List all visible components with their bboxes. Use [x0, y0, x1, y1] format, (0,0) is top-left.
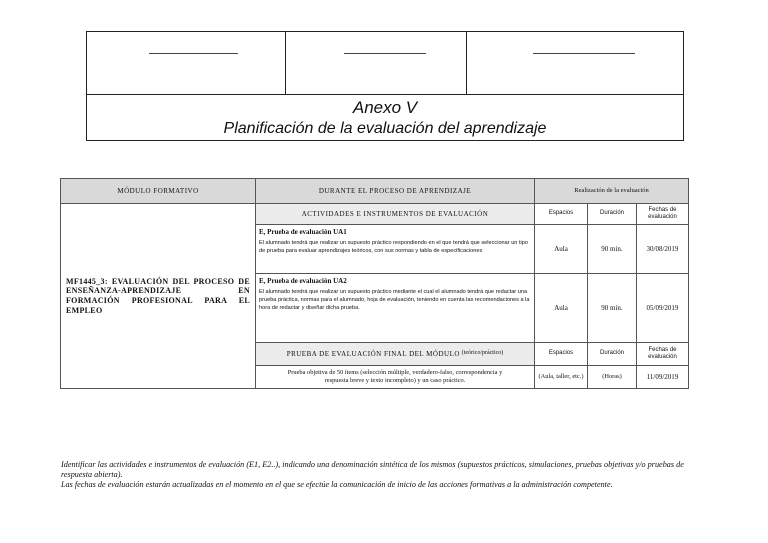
dates-header: Fechas de evaluación	[636, 203, 689, 225]
final-exam-space: (Aula, taller, etc.)	[534, 365, 588, 389]
logo-cell-1	[87, 32, 286, 94]
final-exam-description: Prueba objetiva de 50 ítems (selección múltiple, verdadero-falso, correspondencia y respuesta breve y texto incompleto) y un caso práctico.	[255, 365, 535, 389]
evaluation-space: Aula	[534, 224, 588, 274]
plan-title: Planificación de la evaluación del aprendizaje	[223, 120, 547, 137]
final-dates-header: Fechas de evaluación	[636, 342, 689, 366]
evaluation-item-1	[255, 224, 535, 274]
evaluation-space: Aula	[534, 273, 588, 343]
duration-header: Duración	[587, 203, 637, 225]
title-area	[87, 94, 683, 142]
evaluation-date: 30/08/2019	[636, 224, 689, 274]
signature-line	[149, 53, 238, 54]
module-name: MF1445_3: EVALUACIÓN DEL PROCESO DE ENSEÑANZA-APRENDIZAJE EN FORMACIÓN PROFESIONAL PARA EL EMPLEO	[60, 203, 256, 389]
logo-cell-3	[467, 32, 685, 94]
footnotes	[61, 460, 711, 490]
final-exam-date: 11/09/2019	[636, 365, 689, 389]
evaluation-duration: 90 min.	[587, 224, 637, 274]
activities-header: ACTIVIDADES E INSTRUMENTOS DE EVALUACIÓN	[255, 203, 535, 225]
annex-title: Anexo V	[352, 98, 418, 117]
evaluation-description: El alumnado tendrá que realizar un supuesto práctico mediante el cual el alumnado tendrá que redactar una prueba práctica, normas para el alumnado, hoja de evaluación, teniendo en cuenta las recomendaciones a la hora de redactar y diseñar dicha prueba.	[259, 289, 530, 312]
evaluation-date: 05/09/2019	[636, 273, 689, 343]
spaces-header: Espacios	[534, 203, 588, 225]
col-realization-header: Realización de la evaluación	[534, 178, 689, 204]
signature-line	[533, 53, 635, 54]
evaluation-description: El alumnado tendrá que realizar un supuesto práctico respondiendo en el que tendrá que seleccionar un tipo de prueba para evaluar aprendizajes teóricos, con sus normas y tabla de especificaciones	[259, 240, 528, 255]
footnote-1: Identificar las actividades e instrumentos de evaluación (E1, E2..), indicando una denominación sintética de los mismos (supuestos prácticos, simulaciones, pruebas objetivas y/o pruebas de respuesta abierta).	[61, 460, 684, 479]
col-process-header: DURANTE EL PROCESO DE APRENDIZAJE	[255, 178, 535, 204]
final-spaces-header: Espacios	[534, 342, 588, 366]
col-module-header: MÓDULO FORMATIVO	[60, 178, 256, 204]
evaluation-duration: 90 min.	[587, 273, 637, 343]
final-duration-header: Duración	[587, 342, 637, 366]
header-box	[86, 31, 684, 141]
evaluation-item-2	[255, 273, 535, 343]
footnote-2: Las fechas de evaluación estarán actualizadas en el momento en el que se efectúe la comunicación de inicio de las acciones formativas a la administración competente.	[61, 479, 613, 489]
signature-line	[344, 53, 426, 54]
evaluation-title: E, Prueba de evaluación UA1	[259, 228, 347, 236]
logo-cell-2	[286, 32, 467, 94]
evaluation-title: E, Prueba de evaluación UA2	[259, 277, 347, 285]
final-exam-title: PRUEBA DE EVALUACIÓN FINAL DEL MÓDULO	[286, 349, 460, 358]
evaluation-table	[60, 178, 689, 389]
logo-row	[87, 32, 683, 95]
final-exam-header	[255, 342, 535, 366]
final-exam-duration: (Horas)	[587, 365, 637, 389]
final-exam-suffix: (teórico/práctico)	[461, 350, 504, 357]
